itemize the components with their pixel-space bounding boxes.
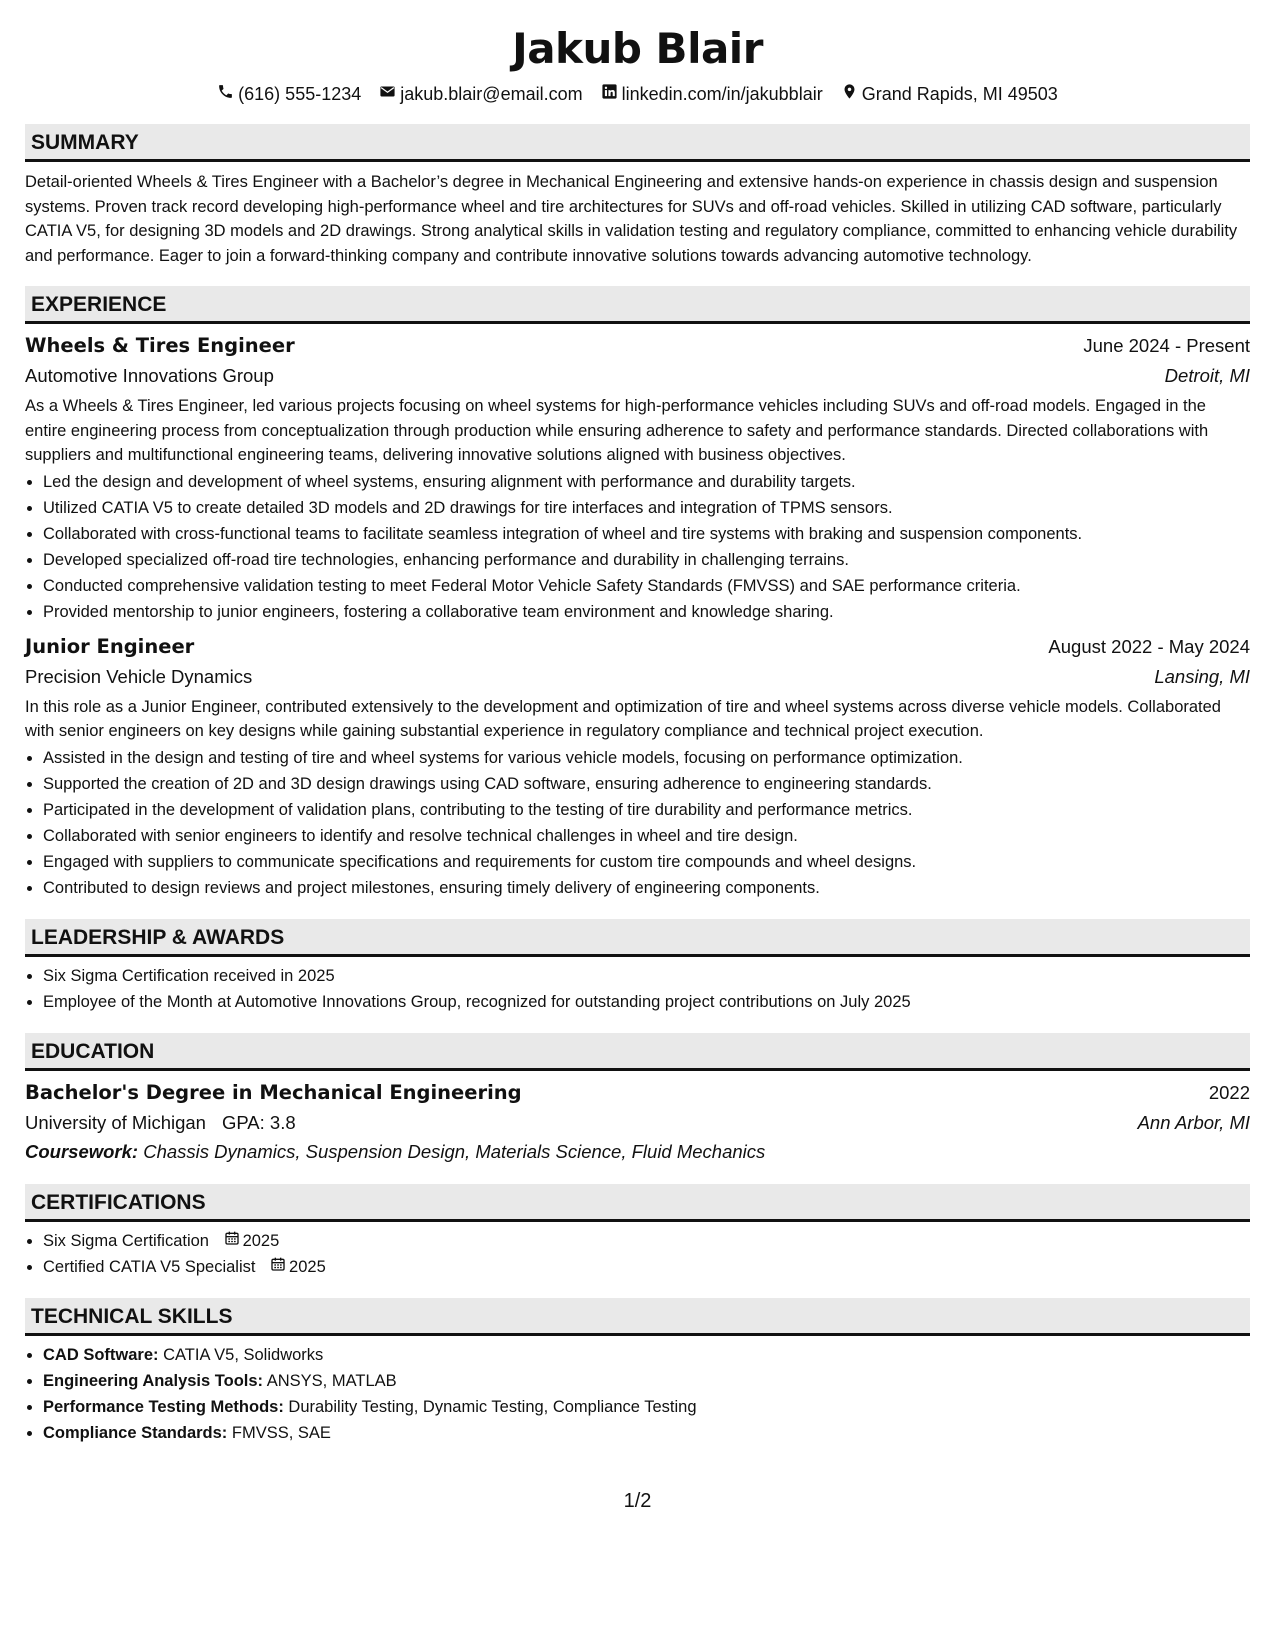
- email-text: jakub.blair@email.com: [400, 84, 583, 104]
- degree-title: Bachelor's Degree in Mechanical Engineering: [25, 1080, 522, 1104]
- skill-values: Durability Testing, Dynamic Testing, Compliance Testing: [288, 1397, 697, 1416]
- list-item: • Participated in the development of validation plans, contributing to the testing of tire durability and performance metrics.: [43, 797, 1250, 823]
- job-location: Detroit, MI: [1164, 365, 1250, 386]
- contact-location: [841, 82, 1058, 106]
- linkedin-icon: [601, 82, 618, 106]
- candidate-name: Jakub Blair: [512, 24, 763, 73]
- skill-category: Performance Testing Methods:: [43, 1397, 284, 1416]
- map-pin-icon: [841, 82, 858, 106]
- calendar-icon: [270, 1254, 286, 1280]
- job-title: Junior Engineer: [25, 634, 195, 658]
- section-header-experience: EXPERIENCE: [25, 286, 1250, 324]
- job-entry: [25, 330, 1250, 625]
- job-title: Wheels & Tires Engineer: [25, 334, 295, 357]
- contact-bar: [25, 82, 1250, 106]
- contact-email[interactable]: [379, 82, 582, 106]
- section-header-education: EDUCATION: [25, 1033, 1250, 1071]
- list-item: • Contributed to design reviews and project milestones, ensuring timely delivery of engineering components.: [43, 875, 1250, 901]
- list-item: • Assisted in the design and testing of tire and wheel systems for various vehicle models, focusing on performance optimization.: [43, 745, 1250, 771]
- job-dates: June 2024 - Present: [1083, 335, 1250, 356]
- education-entry: [25, 1077, 1250, 1166]
- job-description: As a Wheels & Tires Engineer, led various projects focusing on wheel systems for high-performance vehicles including SUVs and off-road models. Engaged in the entire engineering process from conceptualization through production while ensuring adherence to safety and performance standards. Directed collaborations with suppliers and multifunctional engineering teams, delivering innovative solutions aligned with business objectives.: [25, 397, 1209, 464]
- contact-phone: [217, 82, 361, 106]
- list-item: • Led the design and development of wheel systems, ensuring alignment with performance and durability targets.: [43, 469, 1250, 495]
- summary-text: Detail-oriented Wheels & Tires Engineer with a Bachelor’s degree in Mechanical Engineering and extensive hands-on experience in chassis design and suspension systems. Proven track record developing high-performance wheel and tire architectures for SUVs and off-road vehicles. Skilled in utilizing CAD software, particularly CATIA V5, for designing 3D models and 2D drawings. Strong analytical skills in validation testing and regulatory compliance, committed to enhancing vehicle durability and performance. Eager to join a forward-thinking company and contribute innovative solutions towards advancing automotive technology.: [25, 173, 1238, 265]
- list-item: [43, 1342, 1250, 1368]
- certification-year: 2025: [242, 1231, 280, 1250]
- skill-values: FMVSS, SAE: [231, 1423, 331, 1442]
- job-entry: [25, 631, 1250, 901]
- certification-name: Six Sigma Certification: [43, 1231, 209, 1250]
- list-item: • Conducted comprehensive validation testing to meet Federal Motor Vehicle Safety Standards (FMVSS) and SAE performance criteria.: [43, 573, 1250, 599]
- phone-icon: [217, 82, 234, 106]
- list-item: • Supported the creation of 2D and 3D design drawings using CAD software, ensuring adherence to engineering standards.: [43, 771, 1250, 797]
- school-info: [25, 1108, 296, 1137]
- coursework-label: Coursework:: [25, 1140, 139, 1162]
- coursework-list: Chassis Dynamics, Suspension Design, Materials Science, Fluid Mechanics: [143, 1140, 766, 1162]
- school-location: Ann Arbor, MI: [1137, 1111, 1250, 1133]
- skills-list: [25, 1342, 1250, 1446]
- skill-category: CAD Software:: [43, 1345, 159, 1364]
- calendar-icon: [224, 1228, 240, 1254]
- certification-date: [270, 1254, 326, 1280]
- phone-text: (616) 555-1234: [238, 84, 362, 104]
- certification-year: 2025: [289, 1257, 326, 1276]
- list-item: • Developed specialized off-road tire technologies, enhancing performance and durability in challenging terrains.: [43, 547, 1250, 573]
- job-bullets: [25, 745, 1250, 901]
- certification-name: Certified CATIA V5 Specialist: [43, 1257, 256, 1276]
- list-item: [43, 1420, 1250, 1446]
- page-number: 1/2: [623, 1490, 652, 1512]
- certification-date: [224, 1228, 280, 1254]
- job-location: Lansing, MI: [1154, 665, 1250, 687]
- section-header-summary: SUMMARY: [25, 124, 1250, 162]
- list-item: • Provided mentorship to junior engineers, fostering a collaborative team environment and knowledge sharing.: [43, 599, 1250, 625]
- skill-category: Engineering Analysis Tools:: [43, 1371, 264, 1390]
- list-item: • Utilized CATIA V5 to create detailed 3D models and 2D drawings for tire interfaces and integration of TPMS sensors.: [43, 495, 1250, 521]
- job-company: Automotive Innovations Group: [25, 365, 274, 386]
- linkedin-text: linkedin.com/in/jakubblair: [621, 84, 823, 104]
- graduation-year: 2022: [1208, 1081, 1250, 1103]
- list-item: • Six Sigma Certification received in 2025: [43, 963, 1250, 989]
- list-item: • Collaborated with cross-functional teams to facilitate seamless integration of wheel and tire systems with braking and suspension components.: [43, 521, 1250, 547]
- skill-values: ANSYS, MATLAB: [266, 1371, 397, 1390]
- list-item: [43, 1394, 1250, 1420]
- school-name: University of Michigan: [25, 1111, 206, 1133]
- gpa: GPA: 3.8: [221, 1111, 296, 1133]
- location-text: Grand Rapids, MI 49503: [861, 84, 1058, 104]
- section-header-certifications: CERTIFICATIONS: [25, 1184, 1250, 1222]
- job-company: Precision Vehicle Dynamics: [25, 665, 253, 687]
- list-item: • Engaged with suppliers to communicate specifications and requirements for custom tire compounds and wheel designs.: [43, 849, 1250, 875]
- skill-values: CATIA V5, Solidworks: [163, 1345, 324, 1364]
- job-description: In this role as a Junior Engineer, contributed extensively to the development and optimization of tire and wheel systems across diverse vehicle models. Collaborated with senior engineers on key designs while gaining substantial experience in regulatory compliance and technical project execution.: [25, 697, 1221, 740]
- list-item: [43, 1368, 1250, 1394]
- leadership-list: [25, 963, 1250, 1015]
- section-header-leadership: LEADERSHIP & AWARDS: [25, 919, 1250, 957]
- list-item: • Employee of the Month at Automotive Innovations Group, recognized for outstanding project contributions on July 2025: [43, 989, 1250, 1015]
- coursework: [25, 1137, 1250, 1166]
- certifications-list: [25, 1228, 1250, 1280]
- job-dates: August 2022 - May 2024: [1048, 635, 1250, 657]
- section-header-skills: TECHNICAL SKILLS: [25, 1298, 1250, 1336]
- list-item: [43, 1254, 1250, 1280]
- list-item: [43, 1228, 1250, 1254]
- list-item: • Collaborated with senior engineers to identify and resolve technical challenges in wheel and tire design.: [43, 823, 1250, 849]
- contact-linkedin[interactable]: [601, 82, 823, 106]
- job-bullets: [25, 469, 1250, 625]
- envelope-icon: [379, 82, 396, 106]
- skill-category: Compliance Standards:: [43, 1423, 228, 1442]
